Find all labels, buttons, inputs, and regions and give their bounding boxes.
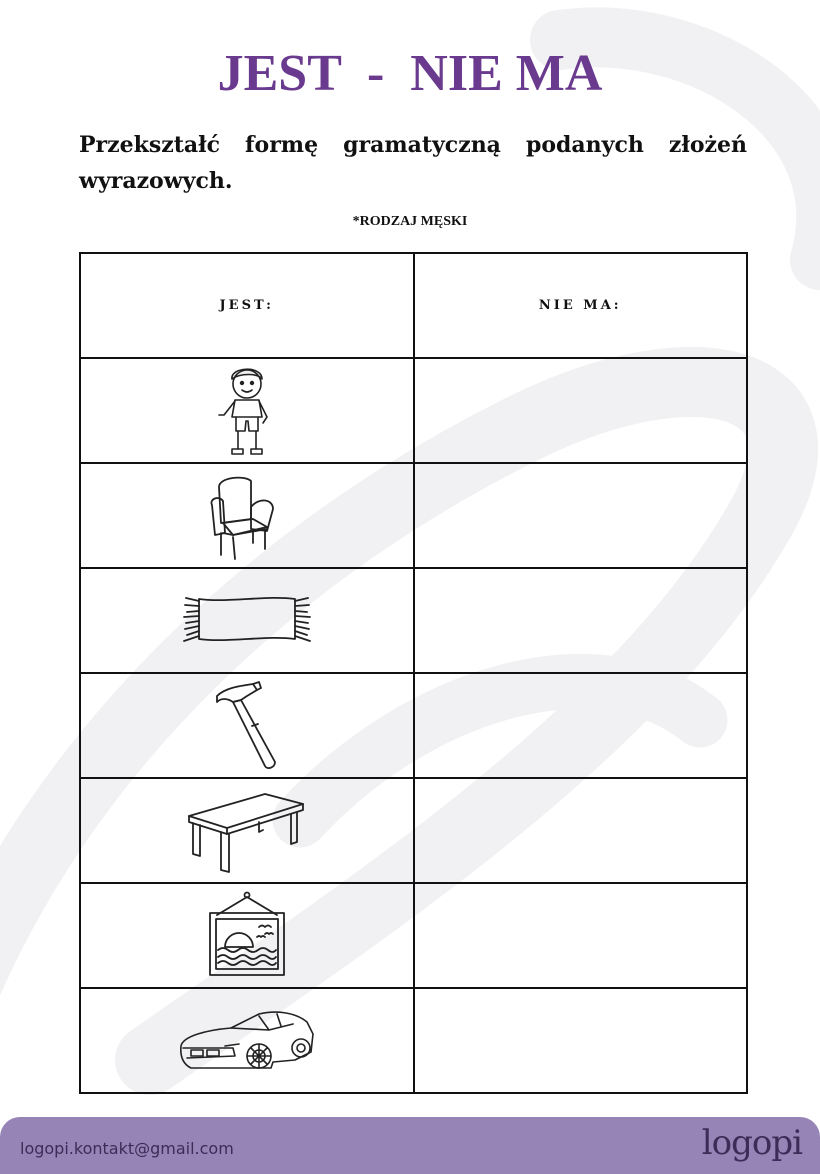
- table-row: [80, 463, 747, 568]
- boy-icon: [212, 363, 282, 459]
- nie-ma-answer-cell[interactable]: [414, 358, 748, 463]
- jest-cell: [80, 778, 414, 883]
- nie-ma-answer-cell[interactable]: [414, 778, 748, 883]
- rug-icon: [182, 593, 312, 649]
- jest-cell: [80, 883, 414, 988]
- table-row: [80, 988, 747, 1093]
- nie-ma-answer-cell[interactable]: [414, 673, 748, 778]
- table-row: [80, 778, 747, 883]
- footer-bar: [0, 1117, 820, 1174]
- jest-cell: [80, 568, 414, 673]
- table-icon: [187, 788, 307, 874]
- table-row: [80, 883, 747, 988]
- worksheet-table: [79, 252, 748, 1094]
- jest-cell: [80, 463, 414, 568]
- nie-ma-answer-cell[interactable]: [414, 568, 748, 673]
- nie-ma-answer-cell[interactable]: [414, 463, 748, 568]
- jest-cell: [80, 673, 414, 778]
- framed-picture-icon: [205, 891, 289, 981]
- car-icon: [177, 1006, 317, 1076]
- nie-ma-answer-cell[interactable]: [414, 883, 748, 988]
- header-nie-ma: NIE MA:: [414, 253, 748, 358]
- hammer-icon: [207, 680, 287, 772]
- gender-note: *RODZAJ MĘSKI: [352, 214, 468, 229]
- table-header-row: [80, 253, 747, 358]
- header-jest: JEST:: [80, 253, 414, 358]
- table-row: [80, 673, 747, 778]
- armchair-icon: [207, 471, 287, 561]
- nie-ma-answer-cell[interactable]: [414, 988, 748, 1093]
- brand-logo: logopi: [701, 1123, 802, 1163]
- instruction-text: Przekształć formę gramatyczną podanych złożeń wyrazowych.: [79, 132, 747, 194]
- page-title: JEST - NIE MA: [217, 45, 603, 102]
- table-row: [80, 358, 747, 463]
- jest-cell: [80, 988, 414, 1093]
- jest-cell: [80, 358, 414, 463]
- table-row: [80, 568, 747, 673]
- contact-email[interactable]: logopi.kontakt@gmail.com: [20, 1139, 234, 1158]
